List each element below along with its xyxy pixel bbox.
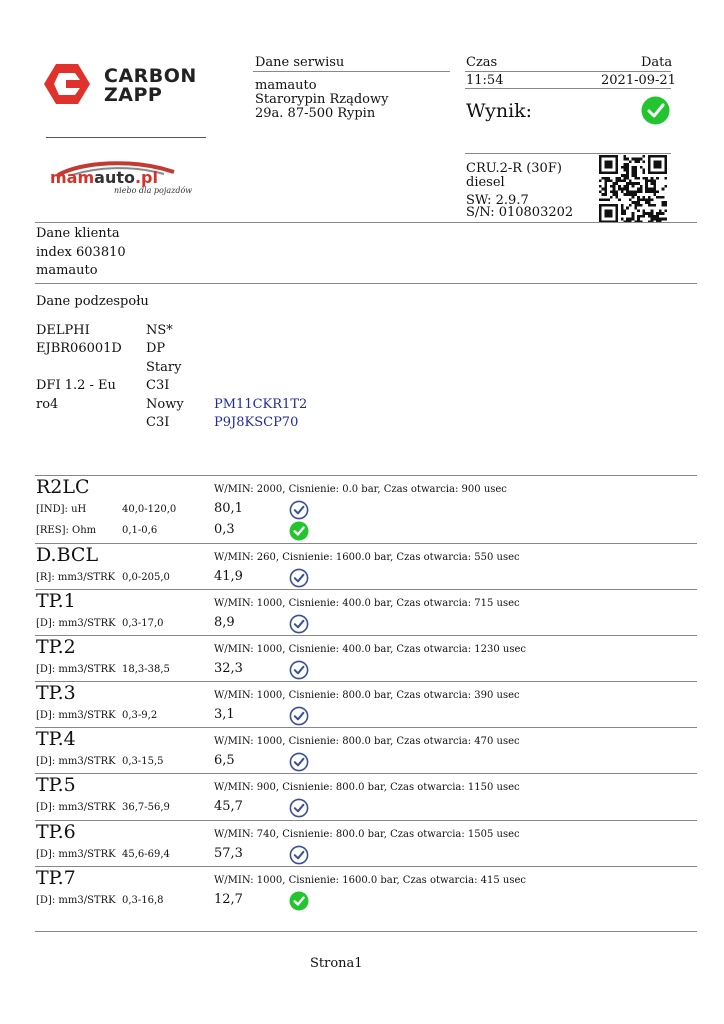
test-row-range: 0,3-9,2 (122, 710, 158, 721)
carbonzapp-logo-mark-icon (44, 62, 90, 106)
component-cell-c1: DFI 1.2 - Eu (36, 378, 116, 393)
test-row-range: 0,1-0,6 (122, 525, 158, 536)
test-separator (35, 866, 697, 867)
test-row-label: [D]: mm3/STRK (36, 710, 116, 721)
test-name: TP.6 (36, 821, 76, 843)
device-sn: S/N: 010803202 (466, 205, 574, 220)
test-params: W/MIN: 260, Cisnienie: 1600.0 bar, Czas otwarcia: 550 usec (214, 552, 520, 563)
qr-code (599, 155, 667, 223)
result-check-icon (641, 96, 670, 125)
component-cell-c2: DP (146, 341, 166, 356)
test-row-value: 3,1 (214, 707, 235, 722)
client-name: mamauto (36, 263, 98, 278)
test-row-label: [D]: mm3/STRK (36, 664, 116, 675)
page-number: Strona1 (310, 956, 363, 971)
test-name: TP.7 (36, 867, 76, 889)
test-row-value: 41,9 (214, 569, 243, 584)
test-params: W/MIN: 1000, Cisnienie: 400.0 bar, Czas otwarcia: 1230 usec (214, 644, 526, 655)
test-separator (35, 773, 697, 774)
check-circle-outline-icon (289, 568, 309, 588)
test-separator (35, 543, 697, 544)
component-cell-c2: Nowy (146, 397, 184, 412)
carbonzapp-brand-line1: CARBON (104, 65, 197, 87)
test-row-value: 6,5 (214, 753, 235, 768)
component-header: Dane podzespołu (36, 294, 149, 309)
time-value: 11:54 (466, 73, 504, 88)
component-cell-c2: C3I (146, 378, 170, 393)
test-row-range: 0,0-205,0 (122, 572, 170, 583)
test-separator (35, 635, 697, 636)
mamauto-mam: mam (50, 168, 95, 187)
meta-value-line (465, 88, 671, 89)
service-address: 29a. 87-500 Rypin (255, 106, 376, 121)
check-circle-outline-icon (289, 500, 309, 520)
mamauto-auto: auto (94, 168, 135, 187)
test-params: W/MIN: 1000, Cisnienie: 1600.0 bar, Czas otwarcia: 415 usec (214, 875, 526, 886)
service-header-line (253, 71, 450, 72)
test-row-value: 80,1 (214, 501, 243, 516)
test-separator (35, 727, 697, 728)
check-circle-outline-icon (289, 845, 309, 865)
test-separator (35, 475, 697, 476)
bottom-line (35, 931, 697, 932)
test-row-value: 8,9 (214, 615, 235, 630)
test-params: W/MIN: 2000, Cisnienie: 0.0 bar, Czas otwarcia: 900 usec (214, 484, 507, 495)
test-separator (35, 589, 697, 590)
meta-header-line (465, 71, 671, 72)
result-label: Wynik: (466, 100, 533, 122)
test-name: TP.4 (36, 728, 76, 750)
date-value: 2021-09-21 (601, 73, 676, 88)
test-params: W/MIN: 740, Cisnienie: 800.0 bar, Czas otwarcia: 1505 usec (214, 829, 520, 840)
test-separator (35, 681, 697, 682)
test-name: D.BCL (36, 544, 99, 566)
test-row-label: [D]: mm3/STRK (36, 849, 116, 860)
test-name: TP.5 (36, 774, 76, 796)
test-params: W/MIN: 1000, Cisnienie: 400.0 bar, Czas otwarcia: 715 usec (214, 598, 520, 609)
carbonzapp-brand-line2: ZAPP (104, 84, 163, 106)
test-row-range: 40,0-120,0 (122, 504, 177, 515)
test-params: W/MIN: 1000, Cisnienie: 800.0 bar, Czas otwarcia: 390 usec (214, 690, 520, 701)
device-sw: SW: 2.9.7 (466, 193, 529, 208)
device-fuel: diesel (466, 175, 505, 190)
client-index: index 603810 (36, 245, 126, 260)
component-cell-c3: PM11CKR1T2 (214, 397, 308, 412)
test-row-value: 0,3 (214, 522, 235, 537)
mamauto-wordmark (50, 168, 158, 187)
test-row-range: 0,3-16,8 (122, 895, 164, 906)
result-underline (465, 153, 671, 154)
test-row-value: 12,7 (214, 892, 243, 907)
check-circle-outline-icon (289, 752, 309, 772)
mamauto-tagline: niebo dla pojazdów (114, 186, 193, 195)
component-cell-c1: ro4 (36, 397, 59, 412)
test-separator (35, 820, 697, 821)
test-params: W/MIN: 900, Cisnienie: 800.0 bar, Czas otwarcia: 1150 usec (214, 782, 520, 793)
check-circle-filled-icon (289, 891, 309, 911)
test-row-label: [RES]: Ohm (36, 525, 97, 536)
service-header: Dane serwisu (255, 55, 345, 70)
test-row-value: 57,3 (214, 846, 243, 861)
client-top-line (35, 222, 697, 223)
test-name: TP.2 (36, 636, 76, 658)
test-row-label: [D]: mm3/STRK (36, 802, 116, 813)
test-row-label: [D]: mm3/STRK (36, 618, 116, 629)
test-row-label: [R]: mm3/STRK (36, 572, 116, 583)
mamauto-tld: .pl (134, 168, 158, 187)
test-row-value: 45,7 (214, 799, 243, 814)
component-cell-c1: DELPHI (36, 323, 90, 338)
component-cell-c3: P9J8KSCP70 (214, 415, 299, 430)
date-label: Data (641, 55, 673, 70)
check-circle-filled-icon (289, 521, 309, 541)
check-circle-outline-icon (289, 614, 309, 634)
component-cell-c1: EJBR06001D (36, 341, 122, 356)
test-row-range: 0,3-17,0 (122, 618, 164, 629)
test-params: W/MIN: 1000, Cisnienie: 800.0 bar, Czas otwarcia: 470 usec (214, 736, 520, 747)
test-name: TP.1 (36, 590, 76, 612)
test-row-value: 32,3 (214, 661, 243, 676)
client-bottom-line (35, 283, 697, 284)
test-row-range: 45,6-69,4 (122, 849, 170, 860)
test-row-label: [IND]: uH (36, 504, 87, 515)
check-circle-outline-icon (289, 660, 309, 680)
test-row-range: 0,3-15,5 (122, 756, 164, 767)
test-row-range: 18,3-38,5 (122, 664, 170, 675)
device-model: CRU.2-R (30F) (466, 161, 562, 176)
test-row-label: [D]: mm3/STRK (36, 756, 116, 767)
check-circle-outline-icon (289, 798, 309, 818)
test-name: R2LC (36, 476, 90, 498)
service-street: Starorypin Rządowy (255, 92, 389, 107)
test-row-range: 36,7-56,9 (122, 802, 170, 813)
test-name: TP.3 (36, 682, 76, 704)
mamauto-logo (48, 160, 193, 198)
logo-underline (46, 137, 206, 138)
check-circle-outline-icon (289, 706, 309, 726)
component-cell-c2: Stary (146, 360, 182, 375)
client-header: Dane klienta (36, 226, 120, 241)
time-label: Czas (466, 55, 498, 70)
carbonzapp-logo (44, 62, 197, 106)
component-cell-c2: C3I (146, 415, 170, 430)
component-cell-c2: NS* (146, 323, 173, 338)
test-row-label: [D]: mm3/STRK (36, 895, 116, 906)
service-name: mamauto (255, 78, 317, 93)
